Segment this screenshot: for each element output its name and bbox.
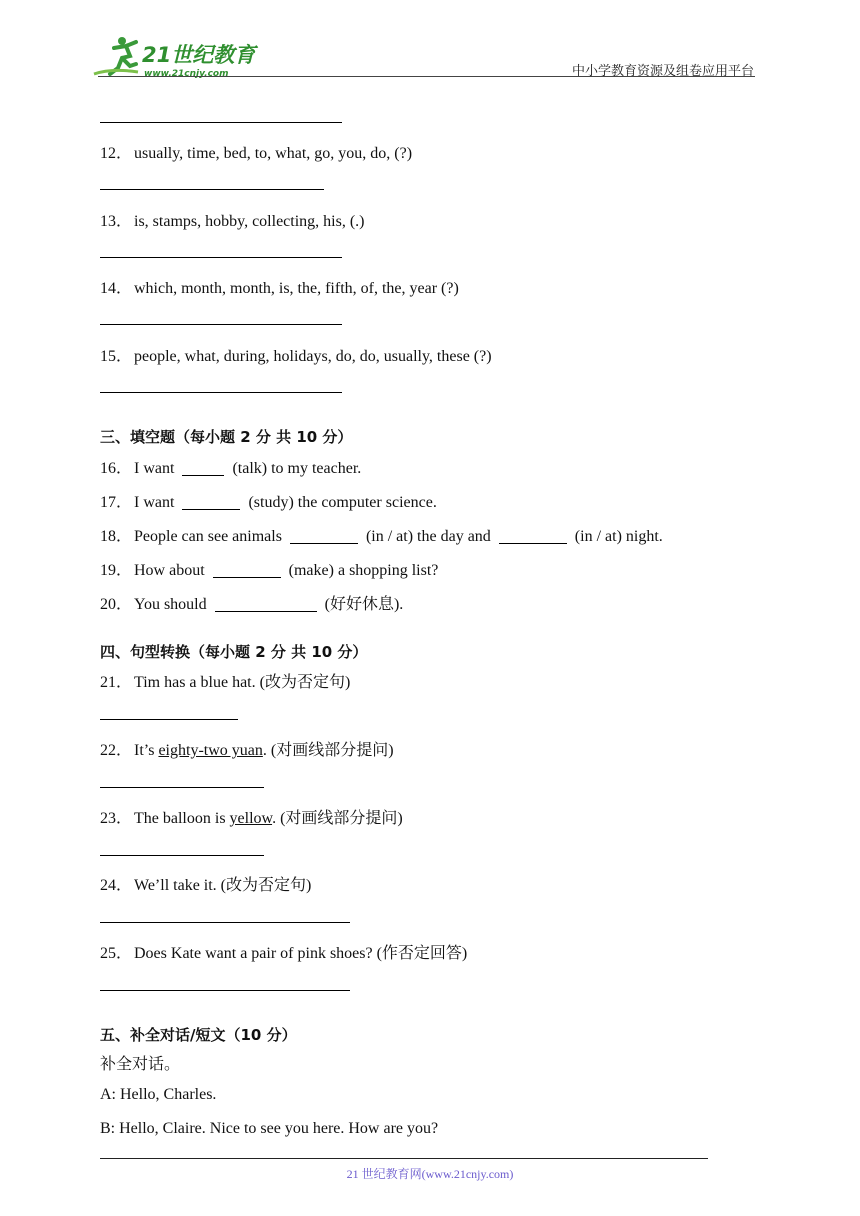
section-4-title: 四、句型转换（每小题 2 分 共 10 分）: [100, 643, 368, 661]
section-5-title: 五、补全对话/短文（10 分）: [100, 1026, 297, 1044]
answer-line[interactable]: [100, 990, 350, 991]
fill-blank[interactable]: [499, 527, 567, 544]
section-3-title: 三、填空题（每小题 2 分 共 10 分）: [100, 428, 353, 446]
footer-text: 21 世纪教育网(www.21cnjy.com): [346, 1167, 514, 1181]
fill-blank[interactable]: [213, 561, 281, 578]
fill-blank[interactable]: [182, 459, 224, 476]
dialogue-line-a: A: Hello, Charles.: [100, 1086, 217, 1103]
question-17: 17． I want (study) the computer science.: [100, 494, 437, 511]
question-12: 12． usually, time, bed, to, what, go, you, do, (?): [100, 145, 413, 162]
header-platform-text: 中小学教育资源及组卷应用平台: [571, 63, 754, 78]
answer-line[interactable]: [100, 922, 350, 923]
answer-line[interactable]: [100, 122, 342, 123]
fill-blank[interactable]: [182, 493, 240, 510]
underlined-phrase: yellow: [229, 810, 273, 827]
question-25: 25． Does Kate want a pair of pink shoes? (作否定回答): [100, 945, 468, 962]
question-15: 15． people, what, during, holidays, do, do, usually, these (?): [100, 348, 492, 365]
fill-blank[interactable]: [215, 595, 317, 612]
answer-line[interactable]: [100, 855, 264, 856]
answer-line[interactable]: [100, 787, 264, 788]
question-14: 14． which, month, month, is, the, fifth, of, the, year (?): [100, 280, 459, 297]
underlined-phrase: eighty-two yuan: [158, 742, 263, 759]
answer-line[interactable]: [100, 189, 324, 190]
answer-line[interactable]: [100, 719, 238, 720]
question-20: 20． You should (好好休息).: [100, 596, 404, 613]
answer-line[interactable]: [100, 324, 342, 325]
answer-line[interactable]: [100, 257, 342, 258]
logo-url: www.21cnjy.com: [144, 69, 229, 79]
question-21: 21． Tim has a blue hat. (改为否定句): [100, 674, 351, 691]
dialogue-line-b: B: Hello, Claire. Nice to see you here. How are you?: [100, 1120, 439, 1137]
question-18: 18． People can see animals (in / at) the day and (in / at) night.: [100, 528, 663, 545]
site-logo: [92, 34, 267, 80]
fill-blank[interactable]: [290, 527, 358, 544]
question-24: 24． We’ll take it. (改为否定句): [100, 877, 312, 894]
footer-divider: [100, 1158, 708, 1159]
question-16: 16． I want (talk) to my teacher.: [100, 460, 362, 477]
question-23: 23． The balloon is yellow. (对画线部分提问): [100, 810, 403, 827]
answer-line[interactable]: [100, 392, 342, 393]
section-5-intro: 补全对话。: [100, 1056, 181, 1073]
question-19: 19． How about (make) a shopping list?: [100, 562, 439, 579]
logo-text: 21世纪教育: [142, 43, 256, 67]
header-divider: [98, 76, 755, 77]
question-22: 22． It’s eighty-two yuan. (对画线部分提问): [100, 742, 394, 759]
question-13: 13． is, stamps, hobby, collecting, his, (.): [100, 213, 365, 230]
